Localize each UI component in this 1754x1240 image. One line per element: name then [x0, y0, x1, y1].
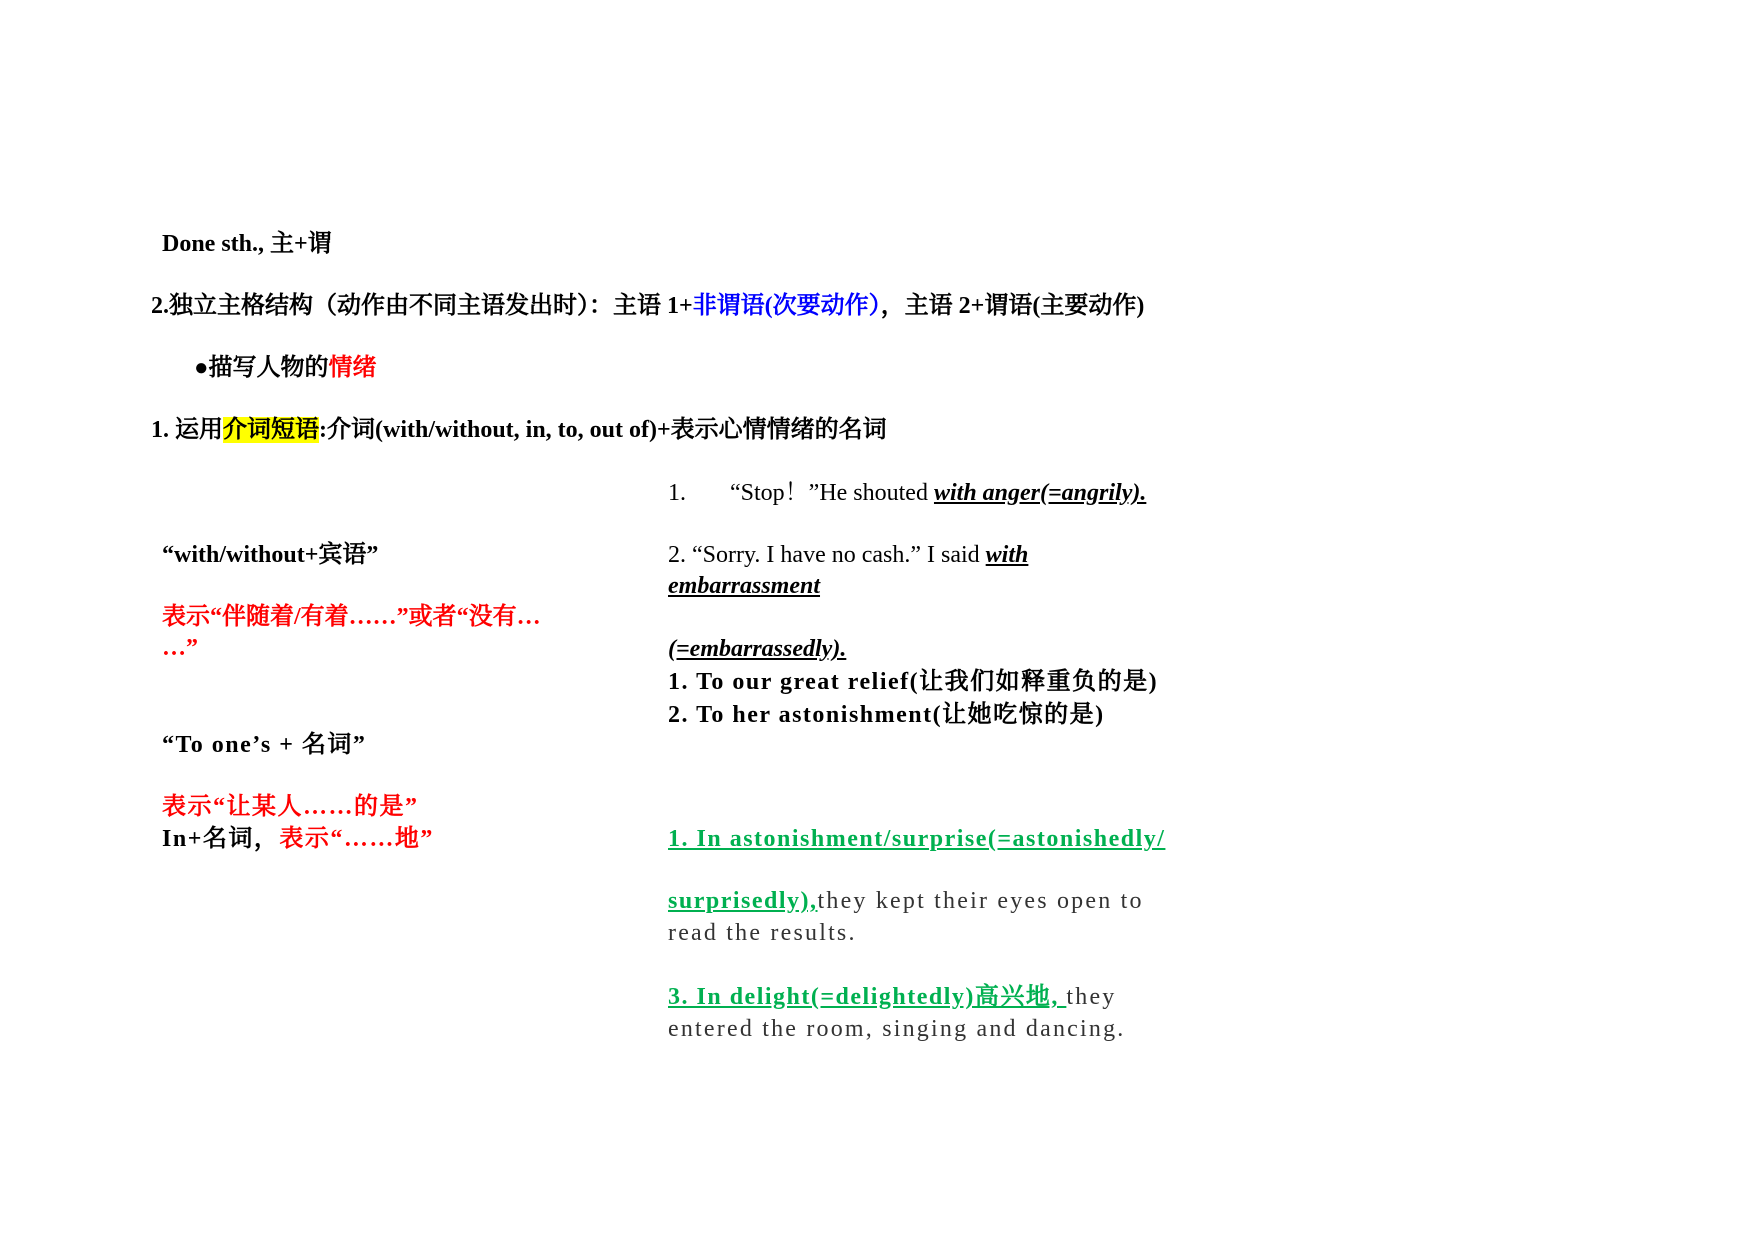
method-highlight: 介词短语 — [223, 417, 319, 443]
example-2-line-2 — [668, 571, 820, 601]
to-example-1 — [668, 667, 1158, 697]
with-meaning-1-text: 表示“伴随着/有着……”或者“没有… — [162, 604, 541, 630]
with-label — [162, 540, 378, 570]
method-post: :介词(with/without, in, to, out of)+表示心情情绪的名词 — [319, 417, 887, 443]
done-line-text: Done sth., 主+谓 — [162, 231, 332, 257]
to-label — [162, 730, 366, 760]
in-example-1-line-2 — [668, 886, 1144, 916]
bullet-red: 情绪 — [328, 355, 377, 381]
to-label-text: “To one’s + 名词” — [162, 732, 367, 758]
done-line — [162, 229, 332, 259]
in-example-3-rest-2: entered the room, singing and dancing. — [668, 1016, 1126, 1042]
in-example-3-line-2 — [668, 1014, 1126, 1044]
example-2-emphasis-2: embarrassment — [668, 573, 821, 599]
absolute-pre: 2.独立主格结构（动作由不同主语发出时）：主语 1+ — [151, 293, 693, 319]
with-label-text: “with/without+宾语” — [162, 542, 379, 568]
in-example-3-line-1 — [668, 982, 1117, 1012]
example-2-text: 2. “Sorry. I have no cash.” I said — [668, 542, 986, 568]
with-meaning-1 — [162, 602, 541, 632]
method-pre: 1. 运用 — [151, 417, 223, 443]
example-2-emphasis-1: with — [985, 542, 1029, 568]
to-meaning — [162, 792, 419, 822]
in-example-1-line-1 — [668, 824, 1165, 854]
emotion-bullet-line — [194, 353, 377, 383]
example-2-line-3 — [668, 634, 846, 664]
to-example-2-text: 2. To her astonishment(让她吃惊的是) — [668, 702, 1105, 728]
absolute-construction-line — [151, 291, 1144, 321]
example-1-text: “Stop！”He shouted — [730, 480, 934, 506]
in-example-3-green: 3. In delight(=delightedly)高兴地, — [668, 984, 1067, 1010]
in-example-1-rest: they kept their eyes open to — [817, 888, 1144, 914]
example-1-num: 1. — [668, 480, 686, 506]
absolute-post: ，主语 2+谓语(主要动作) — [880, 293, 1145, 319]
to-example-1-text: 1. To our great relief(让我们如释重负的是) — [668, 669, 1159, 695]
bullet-pre: ●描写人物的 — [194, 355, 329, 381]
in-example-1-green-1: 1. In astonishment/surprise(=astonishedly/ — [668, 826, 1166, 852]
in-line — [162, 824, 434, 854]
absolute-blue: 非谓语(次要动作） — [692, 293, 881, 319]
in-pre: In+名词， — [162, 826, 280, 852]
method-line — [151, 415, 887, 445]
example-2-emphasis-3: (=embarrassedly). — [668, 636, 847, 662]
in-example-1-line-3 — [668, 918, 857, 948]
with-meaning-2-text: …” — [162, 635, 198, 661]
in-example-1-green-2: surprisedly), — [668, 888, 818, 914]
example-1 — [668, 478, 1146, 508]
with-meaning-2 — [162, 633, 198, 663]
example-1-emphasis: with anger(=angrily). — [933, 480, 1147, 506]
in-meaning: 表示“……地” — [279, 826, 434, 852]
in-example-3-rest: they — [1066, 984, 1117, 1010]
example-2 — [668, 540, 1028, 570]
to-meaning-text: 表示“让某人……的是” — [162, 794, 419, 820]
in-example-1-rest-2: read the results. — [668, 920, 857, 946]
to-example-2 — [668, 700, 1105, 730]
